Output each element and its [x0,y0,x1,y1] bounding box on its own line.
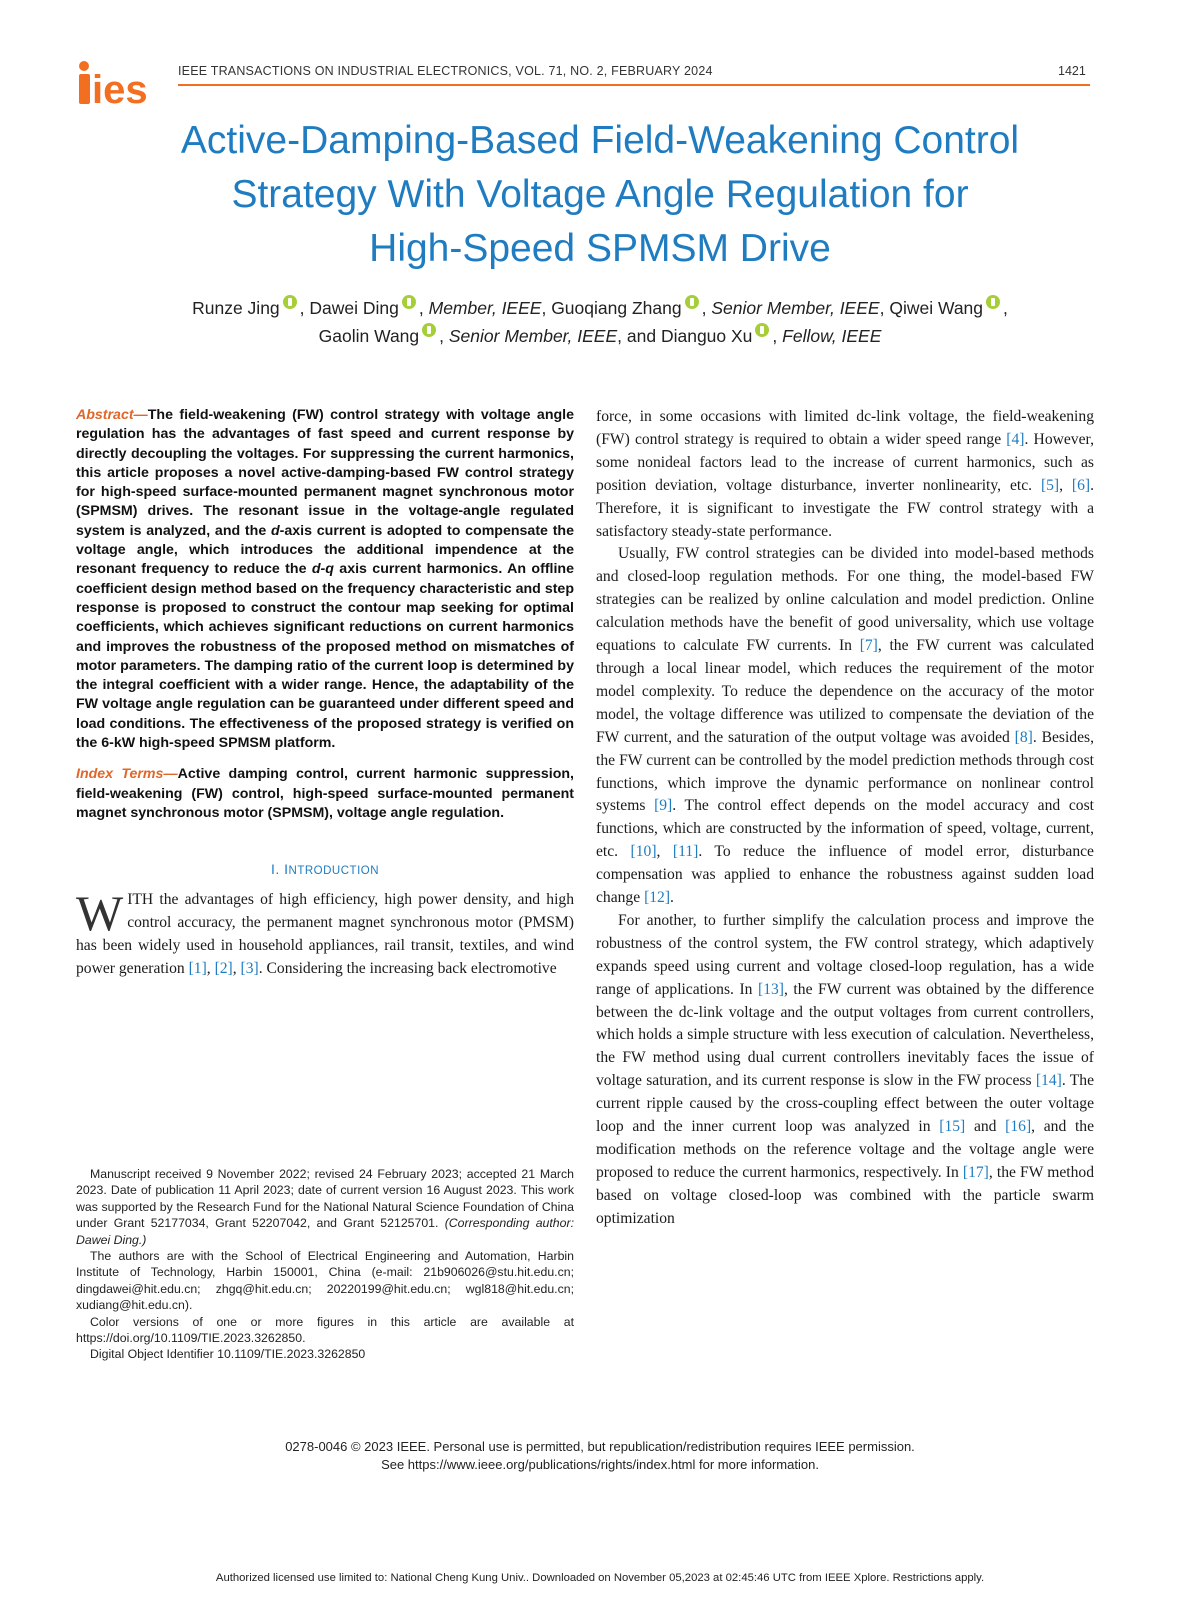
author-name: Dawei Ding [309,298,399,318]
citation-link[interactable]: [8] [1014,728,1033,746]
section-number: I. [270,861,280,878]
abstract-label: Abstract— [76,407,148,423]
orcid-icon[interactable] [755,323,769,337]
copyright-notice [0,1438,1200,1474]
body-paragraph: Usually, FW control strategies can be divided into model-based methods and closed-loop regulation methods. For one thing, the model-based FW strategies can be realized by online calculation and model prediction. Online calculation methods have the benefit of good universality, which use voltage equations to calculate FW currents. In [7], the FW current was calculated through a local linear model, which reduces the requirement of the motor model complexity. To reduce the dependence on the accuracy of the motor model, the voltage difference was utilized to compensate the deviation of the FW current, and the saturation of the output voltage was avoided [8]. Besides, the FW current can be controlled by the model prediction methods through cost functions, which improve the dynamic performance on nonlinear control systems [9]. The control effect depends on the model accuracy and cost functions, which are constructed by the information of speed, voltage, current, etc. [10], [11]. To reduce the influence of model error, disturbance compensation was applied to enhance the robustness against sudden load change [12]. [596,545,1095,907]
body-text: force, in some occasions with limited dc-link voltage, the field-weakening (FW) control strategy is required to obtain a wider speed range [596,408,1094,448]
citation-link[interactable]: [6] [1071,476,1091,494]
intro-paragraph: WITH the advantages of high efficiency, high power density, and high control accuracy, the permanent magnet synchronous motor (PMSM) has been widely used in household appliances, rail transit, textiles, and wind power generation [1], [2], [3]. Considering the increasing back electromotive [76,885,574,977]
body-text: and [965,1118,1006,1136]
author-name: Guoqiang Zhang [551,298,682,318]
index-terms [76,765,574,823]
abstract [76,406,574,753]
body-text: , and the modification methods on the reference voltage and the voltage angle were proposed to reduce the current harmonics, respectively. In [596,1118,1094,1181]
author-name: and Dianguo Xu [626,326,753,346]
copyright-line-2: See https://www.ieee.org/publications/rights/index.html for more information. [381,1457,819,1472]
citation-link[interactable]: [1] [188,959,207,977]
header-rule [178,84,1090,86]
body-text: For another, to further simplify the calculation process and improve the robustness of the control system, the FW control strategy, which adaptively expands speed using current and voltage closed-loop regulation, has a wide range of applications. In [596,911,1094,998]
left-column [76,406,574,981]
body-text: Usually, FW control strategies can be divided into model-based methods and closed-loop regulation methods. For one thing, the model-based FW strategies can be realized by online calculation and model prediction. Online calculation methods have the benefit of good universality, which use voltage equations to calculate FW currents. In [596,545,1094,655]
citation-link[interactable]: [4] [1006,430,1025,448]
body-text: . However, some nonideal factors lead to the increase of current harmonics, such as position deviation, voltage disturbance, inverter nonlinearity, etc. [596,430,1094,494]
body-text: , the FW current was calculated through a local linear model, which reduces the requirement of the motor model complexity. To reduce the dependence on the accuracy of the motor model, the voltage difference was utilized to compensate the deviation of the FW current, and the saturation of the output voltage was avoided [596,637,1095,746]
citation-link[interactable]: [12] [644,889,671,907]
citation-link[interactable]: [3] [240,959,259,977]
citation-link[interactable]: [7] [859,637,878,655]
body-text: , the FW current was obtained by the difference between the dc-link voltage and the output voltages from current controllers, which holds a simple structure with less execution of calculation. Nevertheless, the FW method using dual current controllers inevitably faces the issue of voltage saturation, and its current response is slow in the FW process [596,980,1095,1090]
citation-link[interactable]: [16] [1005,1118,1032,1136]
logo-text: ies [92,68,148,108]
citation-link[interactable]: [13] [758,980,784,998]
paper-title [60,114,1140,276]
body-text: . Considering the increasing back electromotive [258,959,557,977]
abstract-text: The field-weakening (FW) control strategy with voltage angle regulation has the advantages of fast speed and current response by directly decoupling the voltages. For suppressing the current harmonics, this article proposes a novel active-damping-based FW control strategy for high-speed surface-mounted permanent magnet synchronous motor (SPMSM) drives. The resonant issue in the voltage-angle regulated system is analyzed, and the [76,407,574,539]
title-line-2: Strategy With Voltage Angle Regulation for [231,173,969,216]
body-text: ITH the advantages of high efficiency, high power density, and high control accuracy, the permanent magnet synchronous motor (PMSM) has been widely used in household appliances, rail transit, textiles, and wind power generation [76,891,574,977]
author-affiliation: Member, IEEE [428,298,542,318]
abstract-text: -axis current is adopted to compensate the voltage angle, which introduces the additional impendence at the resonant frequency to reduce the [76,522,574,578]
abstract-italic: d [270,522,280,539]
footnote-doi: Digital Object Identifier 10.1109/TIE.2023.3262850 [90,1347,366,1362]
body-text: . The control effect depends on the model accuracy and cost functions, which are constructed by the information of speed, voltage, current, etc. [596,797,1094,861]
footnote-affiliation: The authors are with the School of Electrical Engineering and Automation, Harbin Institute of Technology, Harbin 150001, China (e-mail: 21b906026@stu.hit.edu.cn; dingdawei@hit.edu.cn; zhgq@hit.edu.cn; 20220199@hit.edu.cn; wgl818@hit.edu.cn; xudiang@hit.edu.cn). [76,1249,574,1313]
body-paragraph [596,910,1094,1231]
section-title-rest: NTRODUCTION [288,865,380,878]
citation-link[interactable]: [2] [214,959,233,977]
author-affiliation: Senior Member, IEEE [448,326,618,346]
page-number: 1421 [1058,64,1086,78]
section-title-initial: I [284,861,289,878]
author-name: Runze Jing [192,298,280,318]
orcid-icon[interactable] [402,295,416,309]
footnote-color: Color versions of one or more figures in this article are available at https://doi.org/10.1109/TIE.2023.3262850. [76,1314,574,1346]
body-text: . To reduce the influence of model error, disturbance compensation was applied to enhance the robustness against sudden load change [596,843,1094,907]
abstract-italic: d-q [311,561,334,578]
first-page-footnote [76,1166,574,1363]
citation-link[interactable]: [17] [962,1163,989,1181]
author-affiliation: Senior Member, IEEE [711,298,880,318]
orcid-icon[interactable] [283,295,297,309]
corresponding-author: (Corresponding author: Dawei Ding.) [76,1216,574,1247]
index-terms-label: Index Terms— [76,766,178,783]
citation-link[interactable]: [14] [1035,1072,1062,1090]
orcid-icon[interactable] [422,323,436,337]
citation-link[interactable]: [10] [630,843,657,861]
drop-cap: W [76,885,124,942]
author-name: Qiwei Wang [889,298,984,318]
index-terms-text: Active damping control, current harmonic suppression, field-weakening (FW) control, high-speed surface-mounted permanent magnet synchronous motor (SPMSM), voltage angle regulation. [76,766,574,821]
copyright-line-1: 0278-0046 © 2023 IEEE. Personal use is permitted, but republication/redistribution requires IEEE permission. [285,1439,915,1454]
footnote-manuscript [76,1166,574,1248]
author-list: Runze Jing , Dawei Ding , Member, IEEE, Guoqiang Zhang , Senior Member, IEEE, Qiwei Wang , Gaolin Wang , Senior Member, IEEE, and Dianguo Xu , Fellow, IEEE [60,294,1140,350]
author-name: Gaolin Wang [318,326,420,346]
citation-link[interactable]: [5] [1040,476,1060,494]
journal-header: IEEE TRANSACTIONS ON INDUSTRIAL ELECTRONICS, VOL. 71, NO. 2, FEBRUARY 2024 [178,64,713,78]
ies-logo [74,58,162,108]
abstract-text: axis current harmonics. An offline coefficient design method based on the frequency characteristic and step response is proposed to construct the contour map seeking for optimal coefficients, which achieves significant reductions on current harmonics and improves the robustness of the proposed method on mismatches of motor parameters. The damping ratio of the current loop is determined by the integral coefficient with a wider range. Hence, the adaptability of the FW voltage angle regulation can be guaranteed under different speed and load conditions. The effectiveness of the proposed strategy is verified on the 6-kW high-speed SPMSM platform. [76,561,574,752]
title-line-1: Active-Damping-Based Field-Weakening Control [180,119,1020,162]
body-text: . The current ripple caused by the cross-coupling effect between the outer voltage loop and the inner current loop was analyzed in [596,1072,1094,1136]
orcid-icon[interactable] [685,295,699,309]
citation-link[interactable]: [15] [939,1118,966,1136]
license-notice: Authorized licensed use limited to: National Cheng Kung Univ.. Downloaded on November 05,2023 at 02:45:46 UTC from IEEE Xplore. Restrictions apply. [215,1572,985,1584]
body-text: . Besides, the FW current can be controlled by the model prediction methods through cost functions, which improve the dynamic performance on nonlinear control systems [596,728,1094,815]
body-text: . Therefore, it is significant to investigate the FW control strategy with a satisfactory steady-state performance. [596,476,1095,540]
body-text: . [670,889,674,907]
body-paragraph: force, in some occasions with limited dc-link voltage, the field-weakening (FW) control strategy is required to obtain a wider speed range [4]. However, some nonideal factors lead to the increase of current harmonics, such as position deviation, voltage disturbance, inverter nonlinearity, etc. [5], [6]. Therefore, it is significant to investigate the FW control strategy with a satisfactory steady-state performance. [596,408,1095,540]
body-text: , the FW method based on voltage closed-loop was combined with the particle swarm optimization [596,1163,1094,1227]
title-line-3: High-Speed SPMSM Drive [369,227,831,270]
right-column [596,406,1094,1231]
section-heading [76,861,574,877]
author-affiliation: Fellow, IEEE [782,326,882,346]
orcid-icon[interactable] [986,295,1000,309]
citation-link[interactable]: [9] [654,797,673,815]
footnote-text: Manuscript received 9 November 2022; revised 24 February 2023; accepted 21 March 2023. Date of publication 11 April 2023; date of current version 16 August 2023. This work was supported by the Research Fund for the National Natural Science Foundation of China under Grant 52177034, Grant 52207042, and Grant 52125701. [76,1167,574,1231]
citation-link[interactable]: [11] [672,843,699,861]
